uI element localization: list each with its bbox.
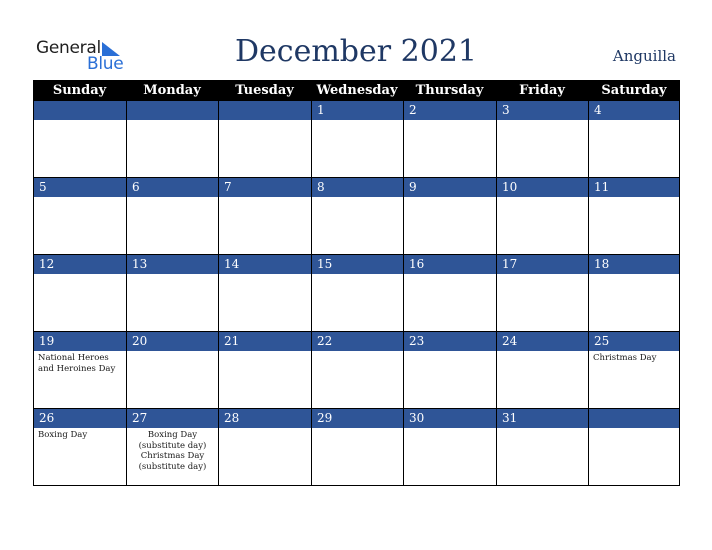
day-cell[interactable] <box>311 178 403 255</box>
holiday-label: National Heroes and Heroines Day <box>38 353 116 374</box>
day-body <box>589 197 679 255</box>
day-number: 16 <box>404 255 496 274</box>
day-cell[interactable] <box>588 409 680 486</box>
holiday-label <box>589 197 679 199</box>
day-cell[interactable] <box>311 101 403 178</box>
day-body <box>34 120 126 178</box>
day-cell[interactable] <box>311 255 403 332</box>
weeks-container <box>33 101 680 486</box>
day-number: 23 <box>404 332 496 351</box>
day-cell[interactable] <box>403 178 496 255</box>
weekday-header-row <box>33 80 680 101</box>
day-cell[interactable] <box>496 255 588 332</box>
day-number: 4 <box>589 101 679 120</box>
day-number: 3 <box>497 101 588 120</box>
day-cell[interactable] <box>496 178 588 255</box>
day-cell[interactable] <box>218 409 311 486</box>
holiday-label <box>404 120 496 122</box>
day-body <box>497 274 588 332</box>
holiday-label <box>312 120 403 122</box>
day-number <box>127 101 218 120</box>
day-body <box>589 428 679 486</box>
day-cell[interactable] <box>588 101 680 178</box>
day-number: 22 <box>312 332 403 351</box>
day-cell[interactable] <box>126 101 218 178</box>
holiday-label <box>404 351 496 353</box>
day-cell[interactable] <box>126 255 218 332</box>
day-cell[interactable] <box>33 178 126 255</box>
day-body <box>312 197 403 255</box>
holiday-label <box>589 428 679 430</box>
holiday-label <box>404 274 496 276</box>
day-number: 7 <box>219 178 311 197</box>
day-body <box>497 351 588 409</box>
week-row <box>33 178 680 255</box>
day-number: 29 <box>312 409 403 428</box>
holiday-label: Boxing Day <box>38 430 88 440</box>
day-number: 11 <box>589 178 679 197</box>
country-label: Anguilla <box>612 47 676 65</box>
holiday-label <box>127 274 218 276</box>
day-body <box>219 274 311 332</box>
holiday-label <box>497 428 588 430</box>
weekday-thursday: Thursday <box>415 83 484 98</box>
day-number <box>34 101 126 120</box>
logo-text-general: General <box>36 38 101 58</box>
day-number <box>589 409 679 428</box>
day-number: 15 <box>312 255 403 274</box>
day-body <box>219 351 311 409</box>
day-body <box>127 428 218 486</box>
day-cell[interactable] <box>588 332 680 409</box>
day-body <box>312 351 403 409</box>
weekday-friday: Friday <box>519 83 565 98</box>
day-body <box>497 197 588 255</box>
holiday-label <box>497 120 588 122</box>
day-cell[interactable] <box>218 178 311 255</box>
week-row <box>33 255 680 332</box>
day-number: 18 <box>589 255 679 274</box>
day-body <box>404 274 496 332</box>
day-body <box>589 274 679 332</box>
day-cell[interactable] <box>218 101 311 178</box>
weekday-tuesday: Tuesday <box>235 83 294 98</box>
day-body <box>497 428 588 486</box>
day-cell[interactable] <box>311 409 403 486</box>
day-number: 10 <box>497 178 588 197</box>
day-body <box>404 197 496 255</box>
day-number: 20 <box>127 332 218 351</box>
day-body <box>589 351 679 409</box>
day-body <box>127 120 218 178</box>
holiday-label <box>312 351 403 353</box>
day-cell[interactable] <box>126 409 218 486</box>
day-body <box>34 428 126 486</box>
holiday-label <box>589 274 679 276</box>
day-body <box>497 120 588 178</box>
day-number: 2 <box>404 101 496 120</box>
holiday-label <box>219 351 311 353</box>
holiday-label <box>589 120 679 122</box>
calendar-grid <box>33 80 680 486</box>
holiday-label <box>312 428 403 430</box>
day-cell[interactable] <box>33 409 126 486</box>
day-cell[interactable] <box>33 101 126 178</box>
day-body <box>127 197 218 255</box>
day-number <box>219 101 311 120</box>
day-number: 17 <box>497 255 588 274</box>
week-row <box>33 409 680 486</box>
day-body <box>127 351 218 409</box>
holiday-label <box>34 120 126 122</box>
day-number: 26 <box>34 409 126 428</box>
day-number: 24 <box>497 332 588 351</box>
day-number: 31 <box>497 409 588 428</box>
day-number: 1 <box>312 101 403 120</box>
day-number: 30 <box>404 409 496 428</box>
day-cell[interactable] <box>311 332 403 409</box>
day-body <box>404 120 496 178</box>
holiday-label <box>34 197 126 199</box>
day-number: 5 <box>34 178 126 197</box>
weekday-sunday: Sunday <box>52 83 107 98</box>
day-number: 19 <box>34 332 126 351</box>
day-number: 13 <box>127 255 218 274</box>
weekday-monday: Monday <box>143 83 201 98</box>
holiday-label: Christmas Day <box>593 353 657 363</box>
day-body <box>34 274 126 332</box>
day-cell[interactable] <box>33 255 126 332</box>
day-body <box>219 197 311 255</box>
day-number: 6 <box>127 178 218 197</box>
holiday-label <box>127 120 218 122</box>
holiday-label: Boxing Day (substitute day) Christmas Day (substitute day) <box>138 430 207 472</box>
weekday-saturday: Saturday <box>601 83 667 98</box>
day-cell[interactable] <box>403 255 496 332</box>
day-body <box>404 351 496 409</box>
day-cell[interactable] <box>218 332 311 409</box>
day-number: 27 <box>127 409 218 428</box>
logo-text-blue: Blue <box>87 54 124 74</box>
day-cell[interactable] <box>496 101 588 178</box>
day-body <box>312 274 403 332</box>
day-body <box>34 351 126 409</box>
holiday-label <box>34 274 126 276</box>
day-cell[interactable] <box>126 332 218 409</box>
day-number: 8 <box>312 178 403 197</box>
holiday-label <box>127 351 218 353</box>
holiday-label <box>404 428 496 430</box>
day-cell[interactable] <box>496 409 588 486</box>
calendar-title: December 2021 <box>235 34 477 69</box>
day-body <box>404 428 496 486</box>
day-cell[interactable] <box>588 178 680 255</box>
holiday-label <box>497 197 588 199</box>
holiday-label <box>219 428 311 430</box>
day-number: 12 <box>34 255 126 274</box>
holiday-label <box>127 197 218 199</box>
day-cell[interactable] <box>33 332 126 409</box>
day-number: 14 <box>219 255 311 274</box>
holiday-label <box>219 274 311 276</box>
holiday-label <box>219 120 311 122</box>
holiday-label <box>497 274 588 276</box>
holiday-label <box>312 197 403 199</box>
holiday-label <box>219 197 311 199</box>
day-cell[interactable] <box>403 409 496 486</box>
day-cell[interactable] <box>496 332 588 409</box>
day-number: 21 <box>219 332 311 351</box>
day-cell[interactable] <box>588 255 680 332</box>
day-cell[interactable] <box>126 178 218 255</box>
day-body <box>589 120 679 178</box>
day-body <box>219 120 311 178</box>
day-body <box>34 197 126 255</box>
holiday-label <box>497 351 588 353</box>
day-body <box>312 428 403 486</box>
week-row <box>33 332 680 409</box>
day-cell[interactable] <box>403 101 496 178</box>
day-body <box>219 428 311 486</box>
day-body <box>127 274 218 332</box>
day-number: 9 <box>404 178 496 197</box>
week-row <box>33 101 680 178</box>
holiday-label <box>404 197 496 199</box>
day-number: 25 <box>589 332 679 351</box>
day-number: 28 <box>219 409 311 428</box>
weekday-wednesday: Wednesday <box>316 83 398 98</box>
day-cell[interactable] <box>218 255 311 332</box>
holiday-label <box>312 274 403 276</box>
day-cell[interactable] <box>403 332 496 409</box>
day-body <box>312 120 403 178</box>
